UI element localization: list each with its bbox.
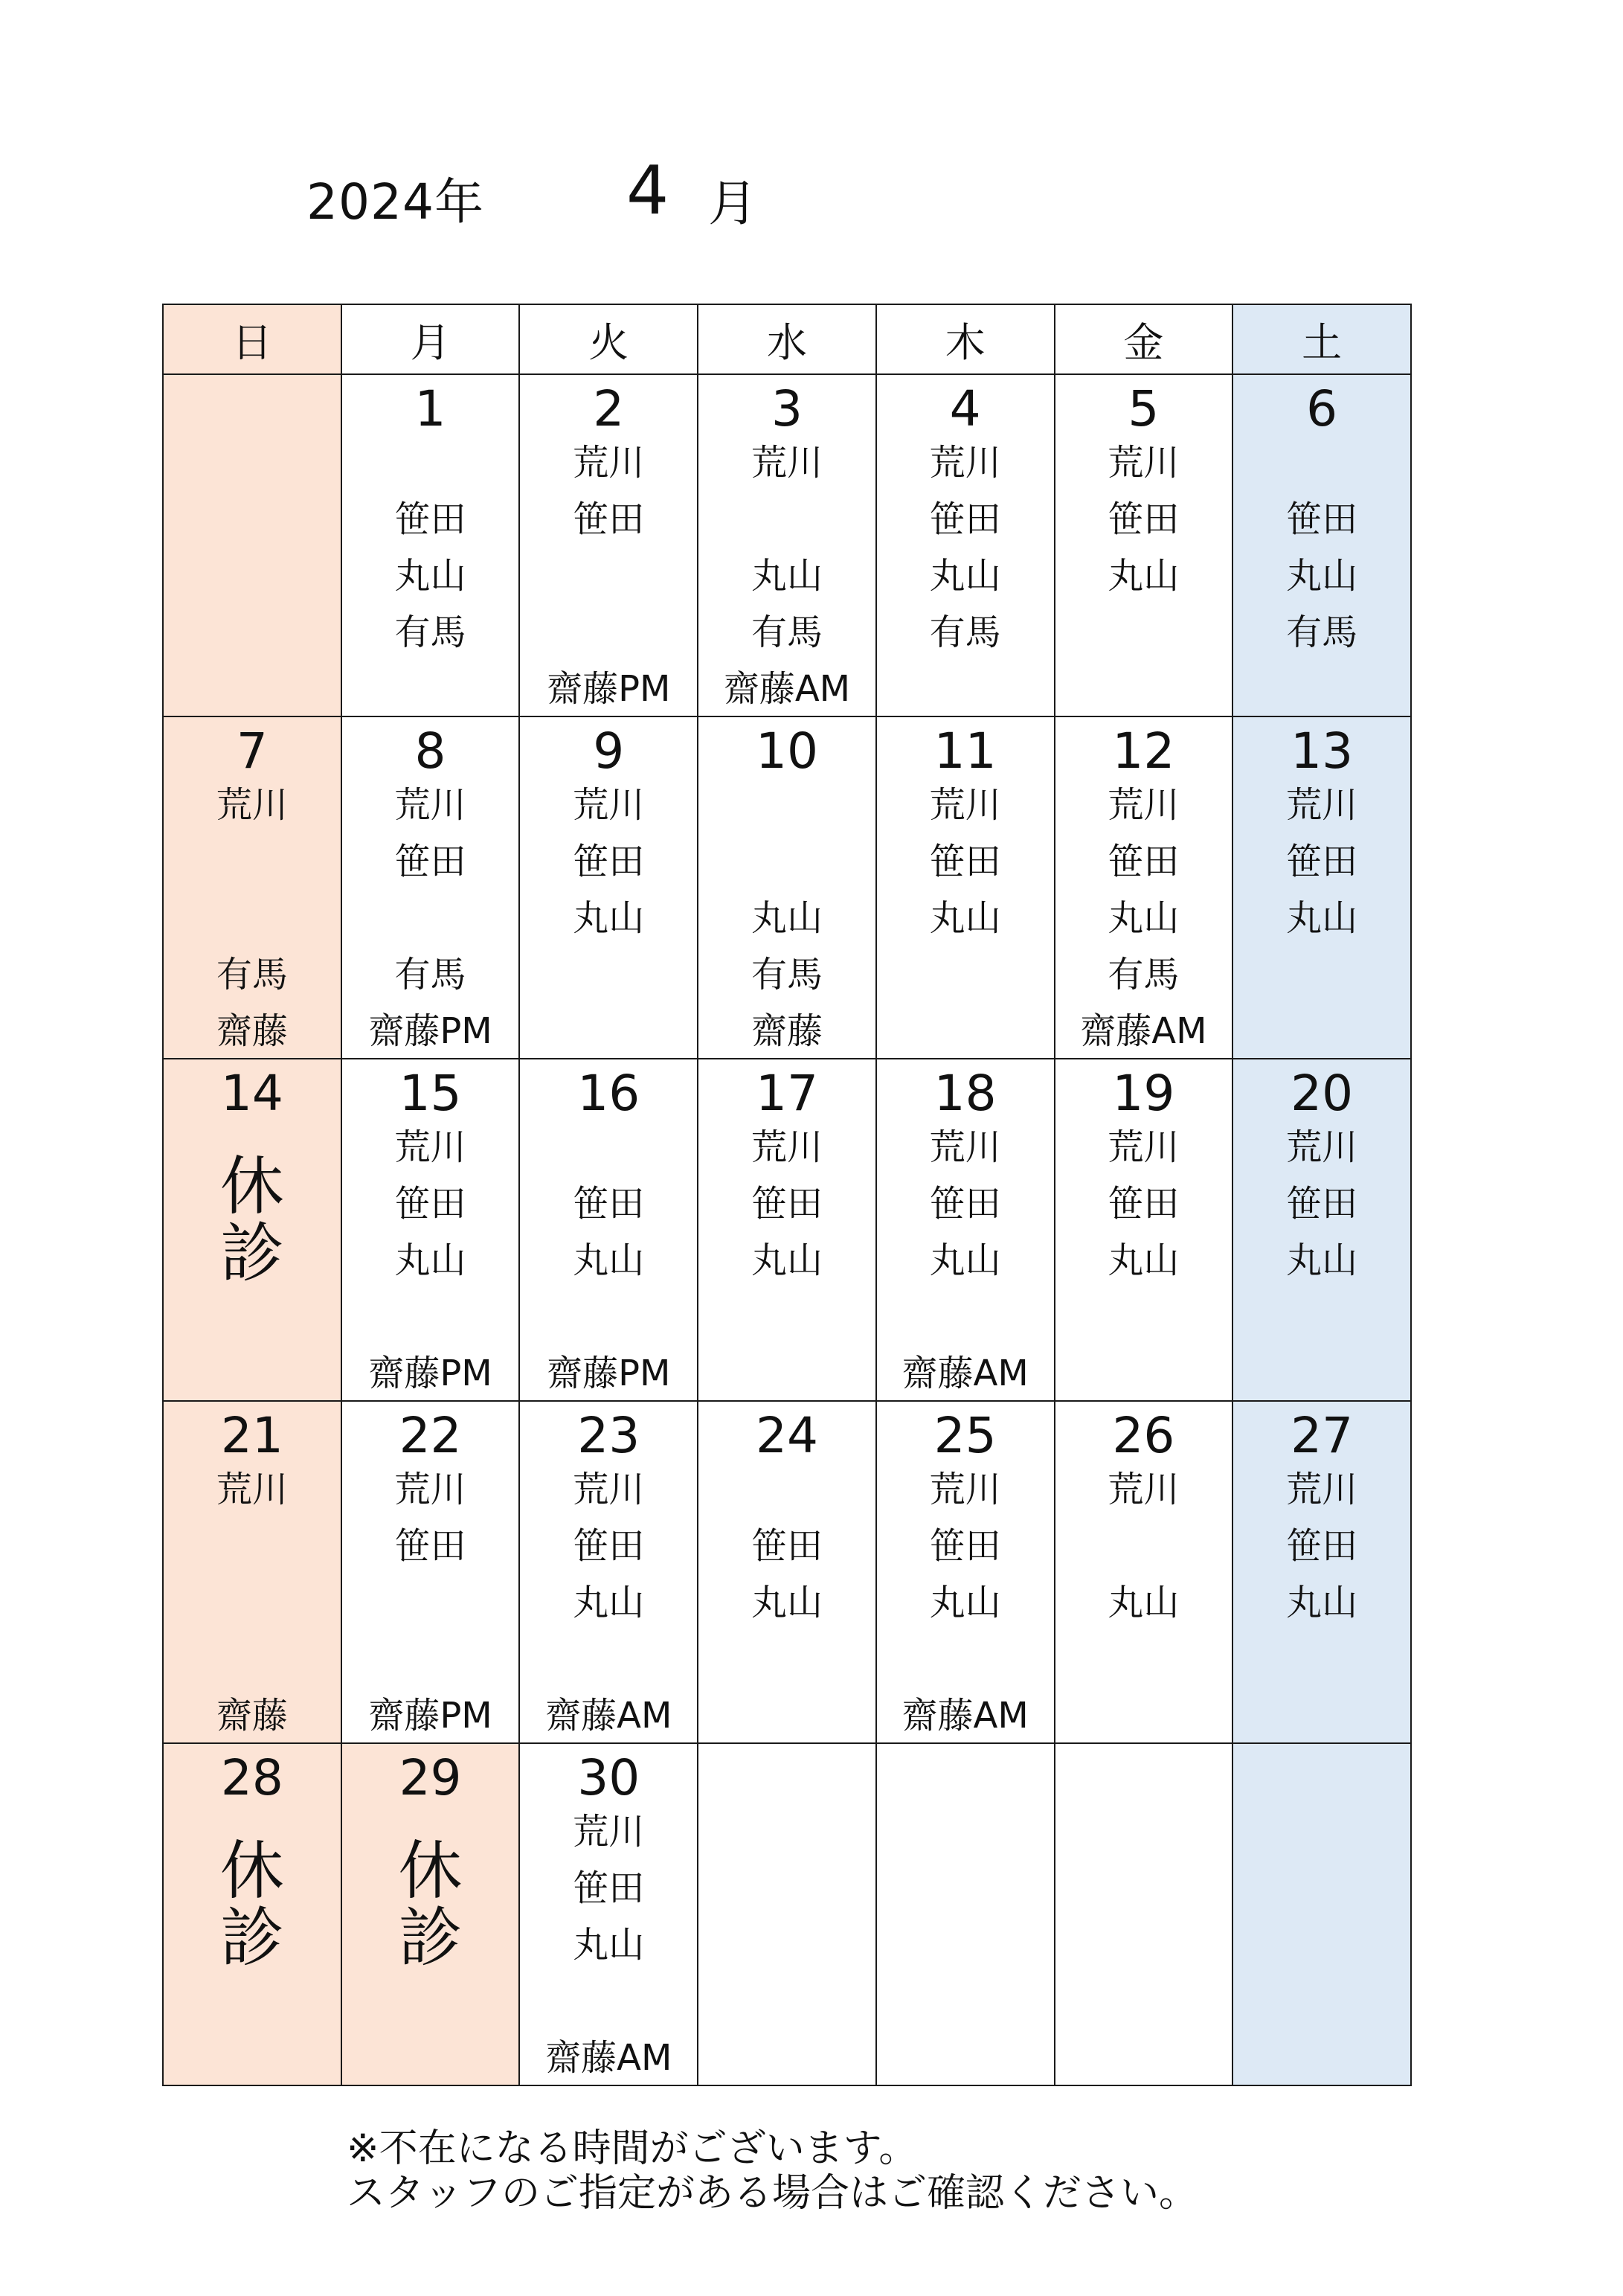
day-cell: [1232, 1743, 1411, 2085]
day-number: 25: [933, 1407, 997, 1464]
staff-entry: 荒川: [1286, 784, 1358, 826]
staff-entry: 丸山: [751, 555, 823, 597]
calendar-title: [0, 152, 1623, 232]
day-number: 28: [220, 1749, 283, 1806]
staff-entry: 齋藤PM: [368, 1353, 492, 1394]
staff-entry: 丸山: [1286, 897, 1358, 939]
day-number: 19: [1112, 1065, 1175, 1122]
staff-entry: 荒川: [394, 784, 466, 826]
staff-entry: 丸山: [1108, 555, 1180, 597]
staff-entry: 有馬: [751, 954, 823, 995]
day-cell: [341, 1401, 520, 1743]
day-number: 26: [1112, 1407, 1175, 1464]
day-cell: [1232, 1059, 1411, 1401]
staff-entry: 笹田: [929, 841, 1001, 882]
staff-entry: 荒川: [929, 442, 1001, 484]
day-number: 29: [399, 1749, 462, 1806]
staff-entry: 丸山: [751, 1582, 823, 1623]
day-number: 24: [755, 1407, 818, 1464]
staff-entry: 齋藤PM: [368, 1010, 492, 1052]
day-cell: [1055, 1059, 1233, 1401]
staff-entry: 笹田: [394, 1525, 466, 1567]
weekday-wednesday: 水: [698, 304, 876, 374]
day-cell: [519, 1059, 698, 1401]
weekday-thursday: 木: [876, 304, 1055, 374]
staff-entry: 荒川: [573, 1811, 645, 1853]
staff-entry: 荒川: [929, 1126, 1001, 1168]
closed-label: 休 診: [219, 1834, 284, 1975]
staff-entry: 荒川: [1286, 1126, 1358, 1168]
day-cell: [698, 716, 876, 1059]
staff-entry: 齋藤AM: [902, 1695, 1029, 1737]
day-cell: [341, 716, 520, 1059]
staff-entry: 齋藤: [216, 1010, 288, 1052]
staff-entry: 丸山: [751, 1240, 823, 1281]
staff-entry: 丸山: [1108, 1582, 1180, 1623]
staff-entry: 笹田: [573, 1525, 645, 1567]
staff-entry: 荒川: [573, 442, 645, 484]
day-cell: [698, 1401, 876, 1743]
staff-entry: 笹田: [929, 1183, 1001, 1225]
staff-entry: 荒川: [751, 1126, 823, 1168]
staff-entry: 丸山: [929, 555, 1001, 597]
day-number: 4: [949, 380, 981, 437]
staff-entry: 有馬: [1108, 954, 1180, 995]
day-cell: [876, 1743, 1055, 2085]
day-number: 27: [1291, 1407, 1354, 1464]
day-cell: [163, 1059, 341, 1401]
day-number: 16: [577, 1065, 640, 1122]
day-number: 23: [577, 1407, 640, 1464]
staff-entry: 有馬: [216, 954, 288, 995]
footnote-absence: ※不在になる時間がございます。: [347, 2126, 918, 2171]
staff-entry: 笹田: [1286, 1183, 1358, 1225]
day-number: 5: [1128, 380, 1160, 437]
day-number: 8: [414, 722, 446, 780]
day-number: 11: [933, 722, 997, 780]
day-cell: [519, 1743, 698, 2085]
staff-entry: 笹田: [573, 1183, 645, 1225]
staff-entry: 齋藤PM: [547, 1353, 671, 1394]
day-number: 3: [771, 380, 803, 437]
day-number: 30: [577, 1749, 640, 1806]
staff-entry: 荒川: [1108, 784, 1180, 826]
staff-entry: 笹田: [573, 841, 645, 882]
staff-entry: 有馬: [394, 954, 466, 995]
day-cell: [1055, 1743, 1233, 2085]
day-cell: [876, 1059, 1055, 1401]
weekday-saturday: 土: [1232, 304, 1411, 374]
day-cell: [341, 1743, 520, 2085]
day-cell: [163, 374, 341, 716]
staff-entry: 丸山: [1108, 897, 1180, 939]
week-row: [163, 1401, 1411, 1743]
day-number: 20: [1291, 1065, 1354, 1122]
staff-entry: 荒川: [394, 1126, 466, 1168]
day-cell: [519, 374, 698, 716]
staff-entry: 笹田: [1108, 498, 1180, 540]
day-cell: [698, 1743, 876, 2085]
staff-entry: 丸山: [929, 897, 1001, 939]
staff-entry: 齋藤PM: [547, 668, 671, 710]
staff-entry: 丸山: [929, 1582, 1001, 1623]
day-number: 10: [755, 722, 818, 780]
staff-entry: 笹田: [751, 1525, 823, 1567]
day-number: 9: [593, 722, 625, 780]
month-number: 4: [626, 152, 669, 230]
staff-entry: 丸山: [751, 897, 823, 939]
weekday-sunday: 日: [163, 304, 341, 374]
staff-entry: 丸山: [394, 555, 466, 597]
staff-entry: 丸山: [1286, 555, 1358, 597]
day-cell: [341, 1059, 520, 1401]
day-cell: [1232, 716, 1411, 1059]
weekday-friday: 金: [1055, 304, 1233, 374]
staff-entry: 笹田: [573, 498, 645, 540]
staff-entry: 齋藤AM: [1080, 1010, 1207, 1052]
staff-entry: 丸山: [1286, 1582, 1358, 1623]
day-number: 18: [933, 1065, 997, 1122]
staff-entry: 齋藤AM: [902, 1353, 1029, 1394]
day-cell: [876, 374, 1055, 716]
staff-entry: 有馬: [751, 612, 823, 653]
day-cell: [876, 716, 1055, 1059]
weekday-monday: 月: [341, 304, 520, 374]
day-cell: [1055, 1401, 1233, 1743]
weekday-tuesday: 火: [519, 304, 698, 374]
staff-entry: 齋藤AM: [545, 1695, 672, 1737]
staff-entry: 荒川: [573, 1469, 645, 1510]
weekday-header-row: [163, 304, 1411, 374]
day-number: 1: [414, 380, 446, 437]
staff-entry: 荒川: [1108, 442, 1180, 484]
day-cell: [519, 716, 698, 1059]
staff-entry: 齋藤: [216, 1695, 288, 1737]
year-label: 2024年: [306, 173, 484, 231]
staff-entry: 笹田: [1286, 841, 1358, 882]
staff-entry: 笹田: [394, 1183, 466, 1225]
day-number: 17: [755, 1065, 818, 1122]
week-row: [163, 1059, 1411, 1401]
staff-entry: 笹田: [394, 841, 466, 882]
staff-entry: 笹田: [1108, 841, 1180, 882]
staff-entry: 荒川: [1286, 1469, 1358, 1510]
day-number: 2: [593, 380, 625, 437]
day-cell: [519, 1401, 698, 1743]
staff-entry: 丸山: [573, 897, 645, 939]
day-cell: [698, 1059, 876, 1401]
staff-entry: 笹田: [751, 1183, 823, 1225]
day-cell: [163, 1401, 341, 1743]
staff-entry: 荒川: [216, 784, 288, 826]
staff-entry: 丸山: [1286, 1240, 1358, 1281]
day-number: 14: [220, 1065, 283, 1122]
day-number: 13: [1291, 722, 1354, 780]
staff-entry: 齋藤: [751, 1010, 823, 1052]
staff-entry: 笹田: [929, 498, 1001, 540]
staff-entry: 齋藤PM: [368, 1695, 492, 1737]
calendar-grid: [162, 304, 1412, 2086]
staff-entry: 笹田: [1286, 1525, 1358, 1567]
staff-entry: 荒川: [1108, 1469, 1180, 1510]
staff-entry: 有馬: [394, 612, 466, 653]
staff-entry: 笹田: [929, 1525, 1001, 1567]
staff-entry: 荒川: [751, 442, 823, 484]
closed-label: 休 診: [219, 1149, 284, 1291]
footnotes: [347, 2126, 1198, 2216]
staff-entry: 齋藤AM: [545, 2037, 672, 2079]
staff-entry: 丸山: [573, 1582, 645, 1623]
staff-entry: 笹田: [573, 1867, 645, 1909]
staff-entry: 荒川: [394, 1469, 466, 1510]
week-row: [163, 716, 1411, 1059]
staff-entry: 荒川: [929, 784, 1001, 826]
staff-entry: 有馬: [929, 612, 1001, 653]
staff-entry: 荒川: [929, 1469, 1001, 1510]
staff-entry: 荒川: [216, 1469, 288, 1510]
footnote-staff: スタッフのご指定がある場合はご確認ください。: [347, 2171, 1198, 2216]
staff-entry: 丸山: [573, 1924, 645, 1966]
staff-entry: 丸山: [394, 1240, 466, 1281]
staff-entry: 笹田: [1286, 498, 1358, 540]
day-cell: [341, 374, 520, 716]
staff-entry: 有馬: [1286, 612, 1358, 653]
staff-entry: 丸山: [573, 1240, 645, 1281]
month-label: 月: [708, 175, 757, 232]
day-number: 21: [220, 1407, 283, 1464]
day-cell: [698, 374, 876, 716]
day-number: 7: [236, 722, 268, 780]
staff-entry: 笹田: [394, 498, 466, 540]
day-cell: [163, 1743, 341, 2085]
week-row: [163, 1743, 1411, 2085]
day-cell: [876, 1401, 1055, 1743]
staff-entry: 丸山: [1108, 1240, 1180, 1281]
day-number: 12: [1112, 722, 1175, 780]
day-cell: [1055, 716, 1233, 1059]
staff-entry: 荒川: [573, 784, 645, 826]
day-number: 22: [399, 1407, 462, 1464]
staff-entry: 丸山: [929, 1240, 1001, 1281]
staff-entry: 笹田: [1108, 1183, 1180, 1225]
staff-entry: 齋藤AM: [723, 668, 851, 710]
closed-label: 休 診: [398, 1834, 463, 1975]
day-number: 6: [1306, 380, 1338, 437]
day-cell: [1232, 1401, 1411, 1743]
day-cell: [1055, 374, 1233, 716]
staff-entry: 荒川: [1108, 1126, 1180, 1168]
week-row: [163, 374, 1411, 716]
day-cell: [163, 716, 341, 1059]
day-cell: [1232, 374, 1411, 716]
day-number: 15: [399, 1065, 462, 1122]
